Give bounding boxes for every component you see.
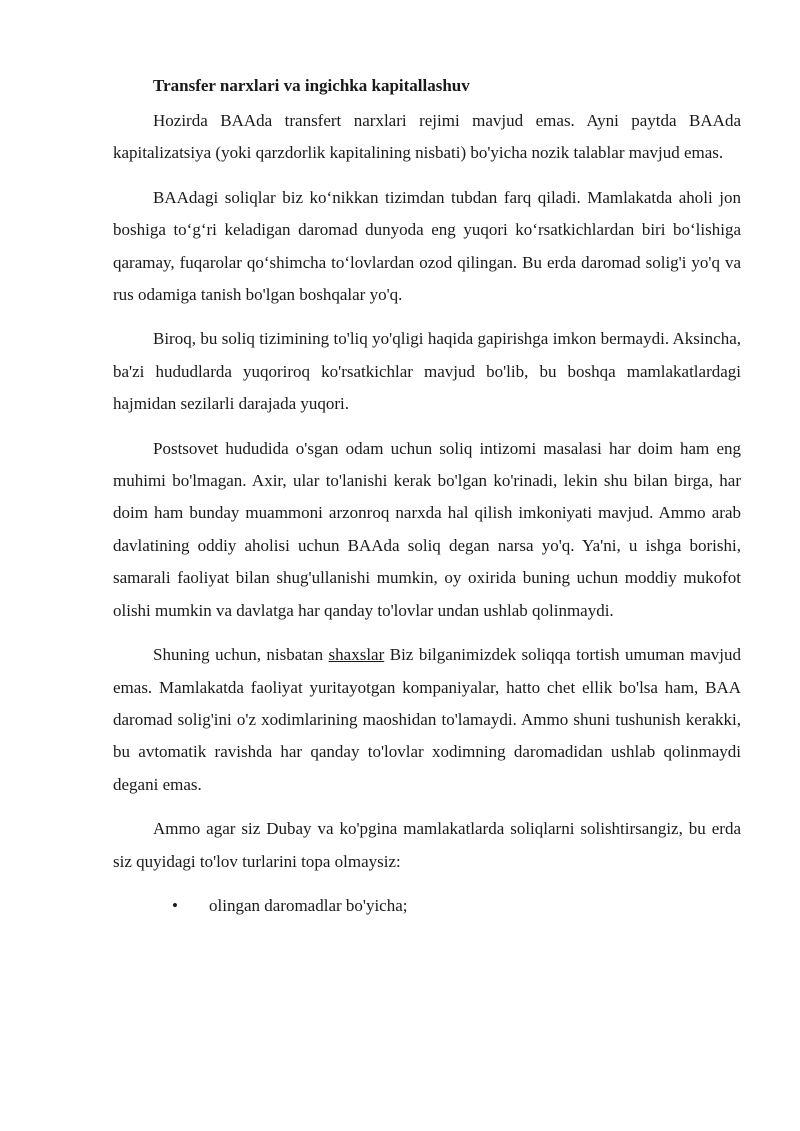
shaxslar-link[interactable]: shaxslar	[328, 645, 385, 665]
document-page	[113, 70, 741, 922]
paragraph-5	[113, 639, 741, 801]
bullet-list	[113, 890, 741, 922]
paragraph-4: Postsovet hududida o'sgan odam uchun soliq intizomi masalasi har doim ham eng muhimi bo'lmagan. Axir, ular to'lanishi kerak bo'lgan ko'rinadi, lekin shu bilan birga, har doim ham bunday muammoni arzonroq narxda hal qilish imkoniyati mavjud. Ammo arab davlatining oddiy aholisi uchun BAAda soliq degan narsa yo'q. Ya'ni, u ishga borishi, samarali faoliyat bilan shug'ullanishi mumkin, oy oxirida buning uchun moddiy mukofot olishi mumkin va davlatga har qanday to'lovlar undan ushlab qolinmaydi.	[113, 438, 741, 620]
bullet-icon: •	[172, 895, 178, 915]
paragraph-1: Hozirda BAAda transfert narxlari rejimi mavjud emas. Ayni paytda BAAda kapitalizatsiya (yoki qarzdorlik kapitalining nisbati) bo'yicha nozik talablar mavjud emas.	[113, 111, 741, 163]
paragraph-5-text-start: Shuning uchun, nisbatan	[153, 645, 329, 665]
paragraph-2: BAAdagi soliqlar biz ko‘nikkan tizimdan tubdan farq qiladi. Mamlakatda aholi jon boshiga to‘g‘ri keladigan daromad dunyoda eng yuqori ko‘rsatkichlardan biri bo‘lishiga qaramay, fuqarolar qo‘shimcha to‘lovlardan ozod qilingan. Bu erda daromad solig'i yo'q va rus odamiga tanish bo'lgan boshqalar yo'q.	[113, 187, 741, 305]
paragraph-6: Ammo agar siz Dubay va ko'pgina mamlakatlarda soliqlarni solishtirsangiz, bu erda siz quyidagi to'lov turlarini topa olmaysiz:	[113, 819, 741, 871]
paragraph-3: Biroq, bu soliq tizimining to'liq yo'qligi haqida gapirishga imkon bermaydi. Aksincha, ba'zi hududlarda yuqoriroq ko'rsatkichlar mavjud bo'lib, bu boshqa mamlakatlardagi hajmidan sezilarli darajada yuqori.	[113, 329, 741, 414]
section-heading: Transfer narxlari va ingichka kapitallashuv	[153, 76, 470, 95]
list-item	[113, 890, 741, 922]
paragraph-5-text-end: Biz bilganimizdek soliqqa tortish umuman mavjud emas. Mamlakatda faoliyat yuritayotgan kompaniyalar, hatto chet ellik bo'lsa ham, BAA daromad solig'ini o'z xodimlarining maoshidan to'lamaydi. Ammo shuni tushunish kerakki, bu avtomatik ravishda har qanday to'lovlar xodimning daromadidan ushlab qolinmaydi degani emas.	[113, 645, 741, 794]
list-item-text: olingan daromadlar bo'yicha;	[209, 895, 408, 915]
